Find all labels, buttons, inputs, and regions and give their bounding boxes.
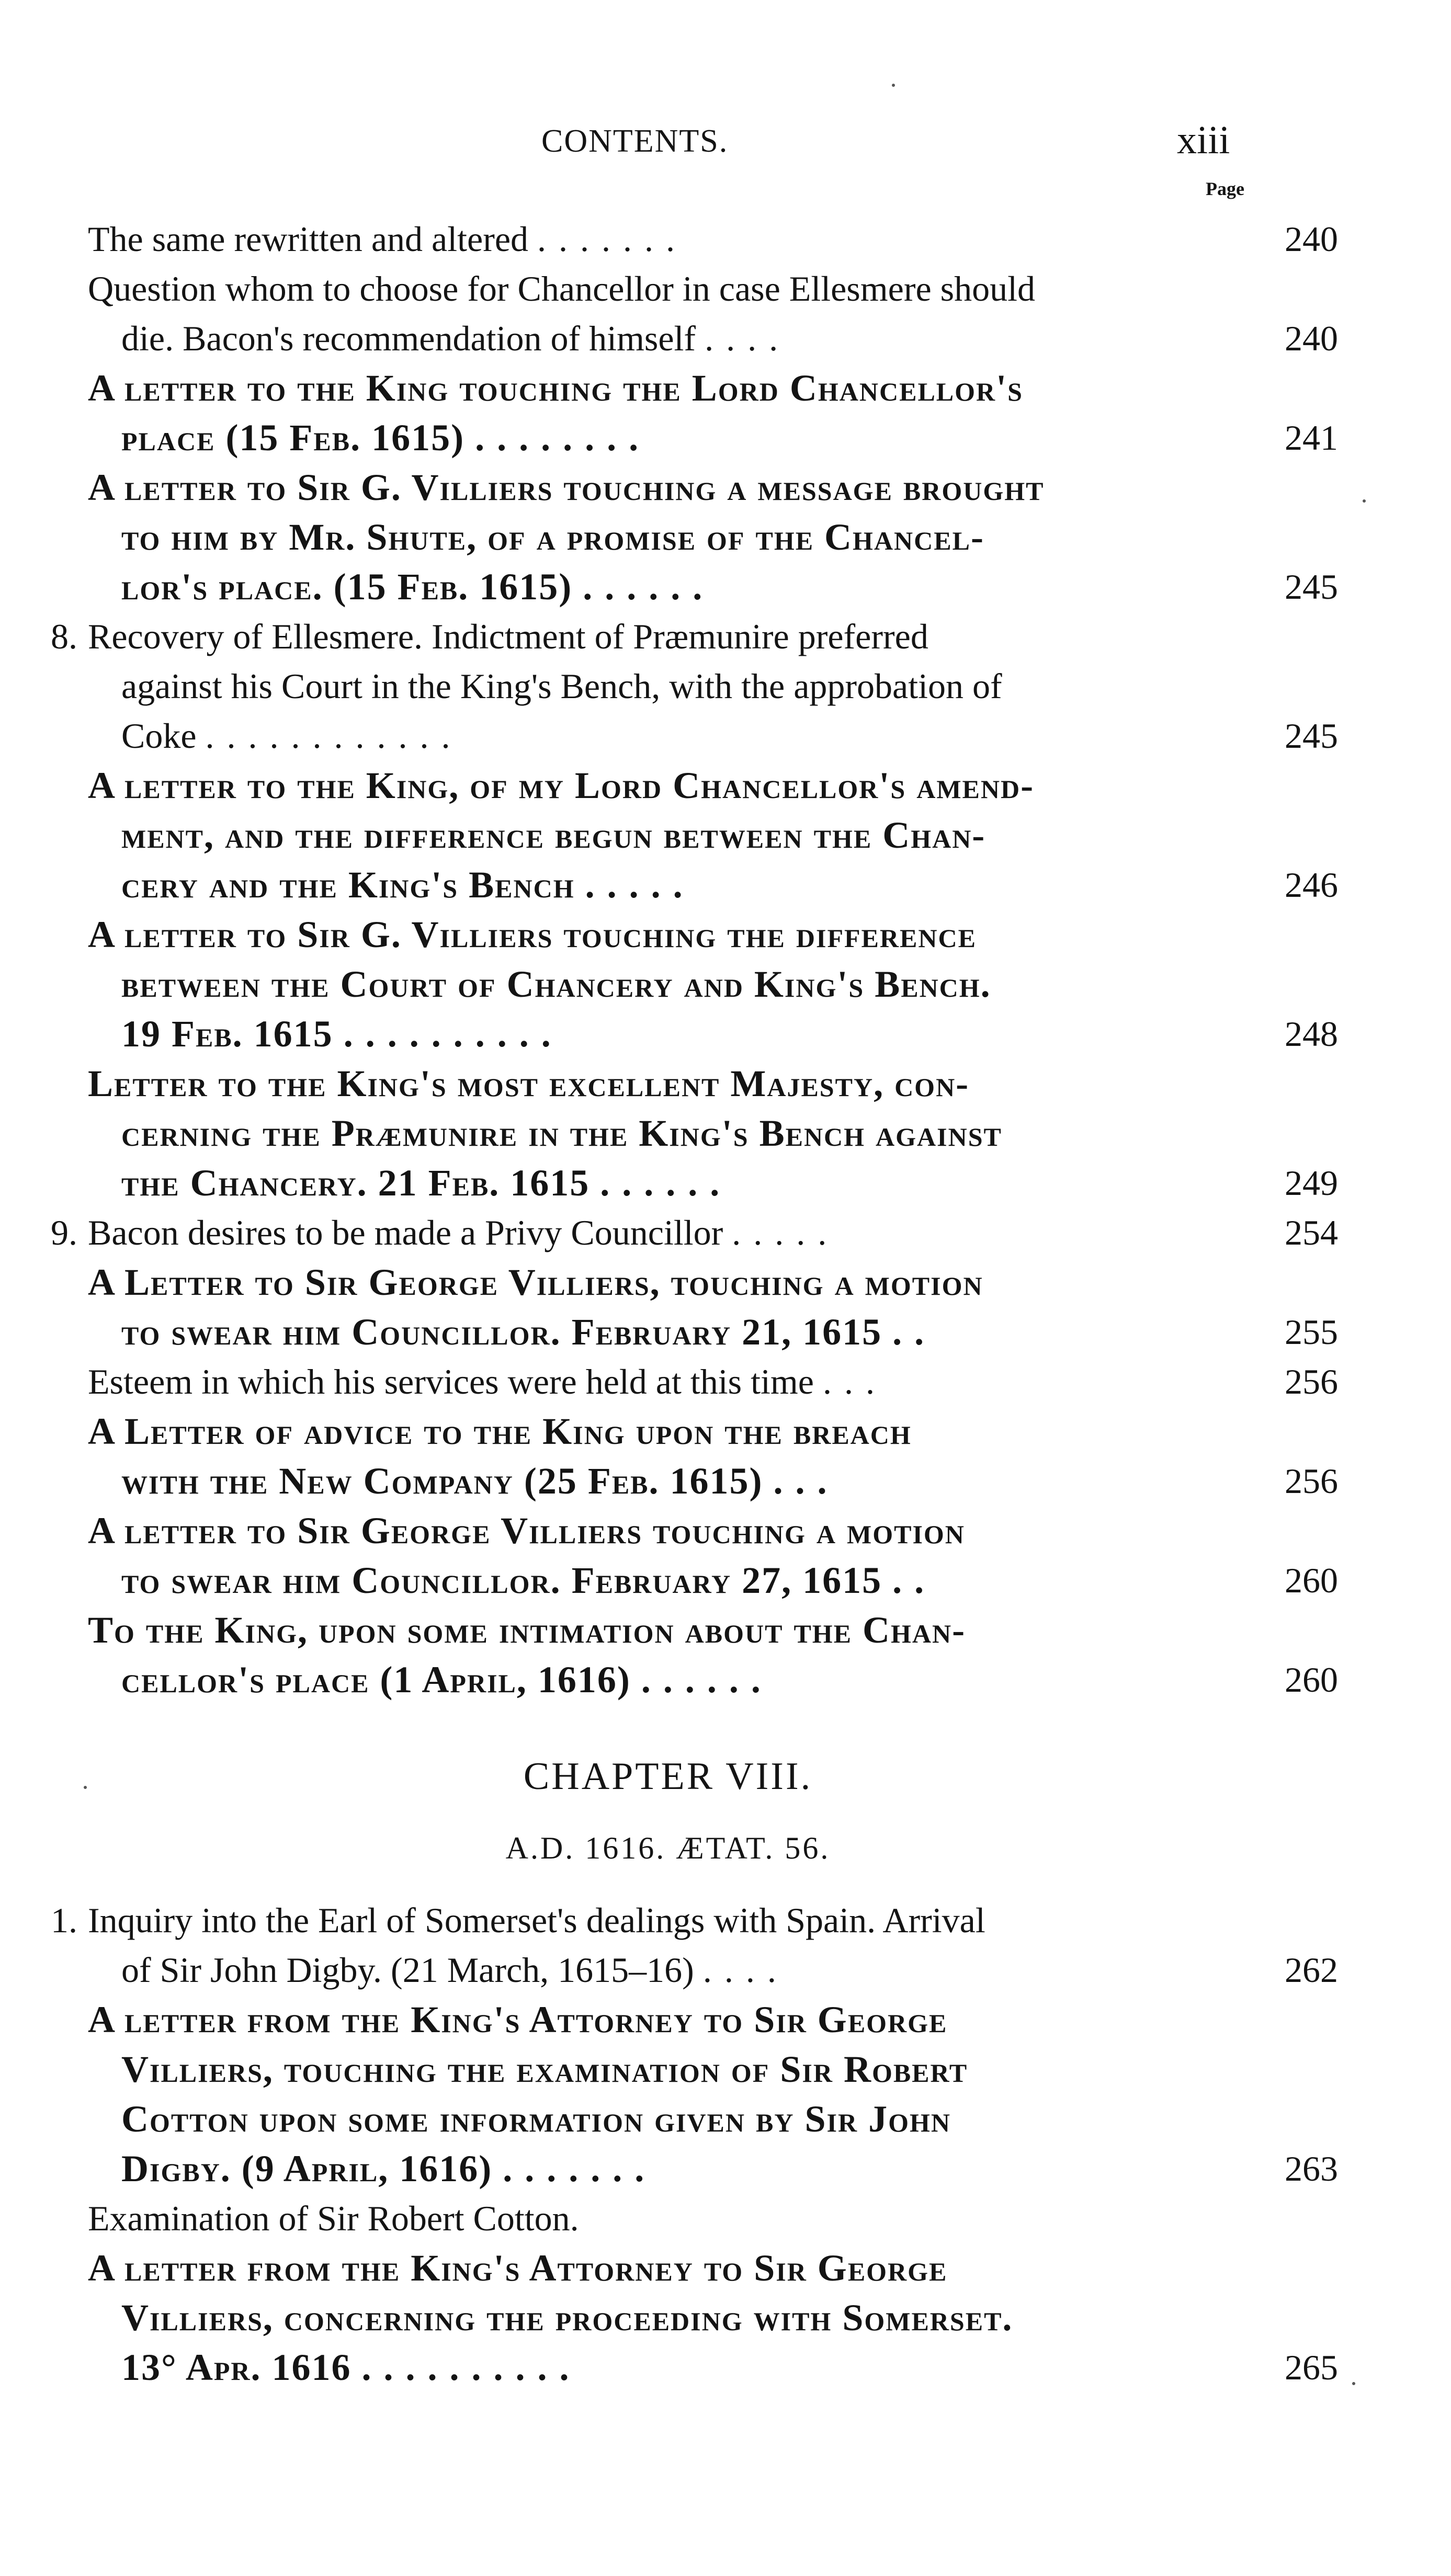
entry-line: die. Bacon's recommendation of himself .... [121,318,791,358]
section-number: 8. [51,617,77,656]
entry-line: the Chancery. 21 Feb. 1615 ...... [121,1162,732,1204]
entry-line: ment, and the difference begun between the Chan- [121,814,986,856]
entry-page-number: 262 [1285,1950,1338,1990]
entry-line: The same rewritten and altered ....... [88,219,688,259]
toc-entry [88,463,1338,612]
entry-page-number: 245 [1285,567,1338,607]
scan-speck [1363,499,1366,503]
entry-line: A letter to the King touching the Lord Chancellor's [88,367,1023,409]
entry-page-number: 246 [1285,865,1338,905]
entry-page-number: 256 [1285,1461,1338,1501]
entry-line: to him by Mr. Shute, of a promise of the Chancel- [121,516,984,558]
entry-page-number: 240 [1285,219,1338,259]
entry-page-number: 256 [1285,1362,1338,1401]
entry-page-number: 255 [1285,1312,1338,1352]
entry-line: A letter to Sir George Villiers touching a motion [88,1510,965,1552]
section-number: 9. [51,1213,77,1252]
entry-line: with the New Company (25 Feb. 1615) ... [121,1460,840,1502]
running-head [0,118,1451,186]
toc-entry [51,612,1338,761]
entry-line: A letter to the King, of my Lord Chancellor's amend- [88,765,1035,806]
entry-line: To the King, upon some intimation about the Chan- [88,1609,966,1651]
entry-page-number: 248 [1285,1014,1338,1054]
entry-line: Bacon desires to be made a Privy Councillor ..... [88,1213,840,1252]
toc-entry [51,1208,1338,1258]
entry-page-number: 260 [1285,1660,1338,1700]
entry-page-number: 240 [1285,318,1338,358]
entry-line: of Sir John Digby. (21 March, 1615–16) .... [121,1950,789,1990]
entry-line: A letter from the King's Attorney to Sir George [88,1999,948,2041]
entry-page-number: 260 [1285,1560,1338,1600]
entry-line: place (15 Feb. 1615) ........ [121,417,651,459]
chapter-heading: CHAPTER VIII. [523,1755,813,1798]
entry-page-number: 265 [1285,2347,1338,2387]
toc-entry [88,2243,1338,2392]
toc-entry [88,1506,1338,1605]
entry-line: Recovery of Ellesmere. Indictment of Præmunire preferred [88,617,928,656]
section-number: 1. [51,1900,77,1940]
entry-line: against his Court in the King's Bench, with the approbation of [121,666,1002,706]
entry-line: to swear him Councillor. February 27, 1615 .. [121,1559,937,1601]
entry-line: Digby. (9 April, 1616) ....... [121,2148,657,2190]
entry-line: cery and the King's Bench ..... [121,864,695,906]
entry-line: A letter from the King's Attorney to Sir George [88,2247,948,2289]
toc-entry [88,1357,1338,1407]
toc-entry [88,1059,1338,1208]
entry-line: Esteem in which his services were held at this time ... [88,1362,887,1401]
entry-line: lor's place. (15 Feb. 1615) ...... [121,566,715,608]
toc-entry [88,2194,579,2243]
entry-line: 19 Feb. 1615 .......... [121,1013,563,1055]
toc-entry [88,761,1338,910]
page-column-label: Page [1206,178,1244,199]
entry-line: Villiers, concerning the proceeding with Somerset. [121,2297,1013,2339]
entry-line: A letter to Sir G. Villiers touching a message brought [88,466,1045,508]
entry-page-number: 245 [1285,716,1338,756]
toc-entry [88,1258,1338,1357]
toc-entry [51,1896,1338,1995]
entry-line: Letter to the King's most excellent Majesty, con- [88,1063,970,1104]
entry-line: Inquiry into the Earl of Somerset's dealings with Spain. Arrival [88,1900,985,1940]
entry-page-number: 241 [1285,418,1338,458]
toc-entry [88,1407,1338,1506]
entry-page-number: 263 [1285,2149,1338,2189]
entry-line: A letter to Sir G. Villiers touching the difference [88,914,977,955]
entry-line: cerning the Præmunire in the King's Bench against [121,1112,1002,1154]
entry-line: A Letter to Sir George Villiers, touching a motion [88,1261,983,1303]
entry-line: A Letter of advice to the King upon the breach [88,1410,912,1452]
entry-page-number: 249 [1285,1163,1338,1203]
entry-line: Coke ............ [121,716,463,756]
entry-line: between the Court of Chancery and King's Bench. [121,963,991,1005]
chapter-subheading: A.D. 1616. ÆTAT. 56. [505,1831,831,1865]
toc-entry [88,1605,1338,1705]
entry-line: 13° Apr. 1616 .......... [121,2346,582,2388]
toc-entry [88,1995,1338,2194]
entry-line: Question whom to choose for Chancellor in case Ellesmere should [88,269,1035,309]
entry-line: Cotton upon some information given by Sir John [121,2098,951,2140]
toc-entry [88,363,1338,463]
scan-speck [84,1786,87,1789]
folio-number: xiii [1177,118,1230,162]
entry-line: to swear him Councillor. February 21, 1615 .. [121,1311,937,1353]
entry-line: cellor's place (1 April, 1616) ...... [121,1659,773,1701]
entry-line: Villiers, touching the examination of Sir Robert [121,2048,968,2090]
toc-entry [88,264,1338,363]
scan-speck [1352,2382,1355,2385]
scan-speck [892,84,895,87]
entry-line: Examination of Sir Robert Cotton. [88,2198,579,2238]
toc-entry [88,910,1338,1059]
entry-page-number: 254 [1285,1213,1338,1252]
toc-entry [88,214,1338,264]
running-title: CONTENTS. [541,123,729,159]
